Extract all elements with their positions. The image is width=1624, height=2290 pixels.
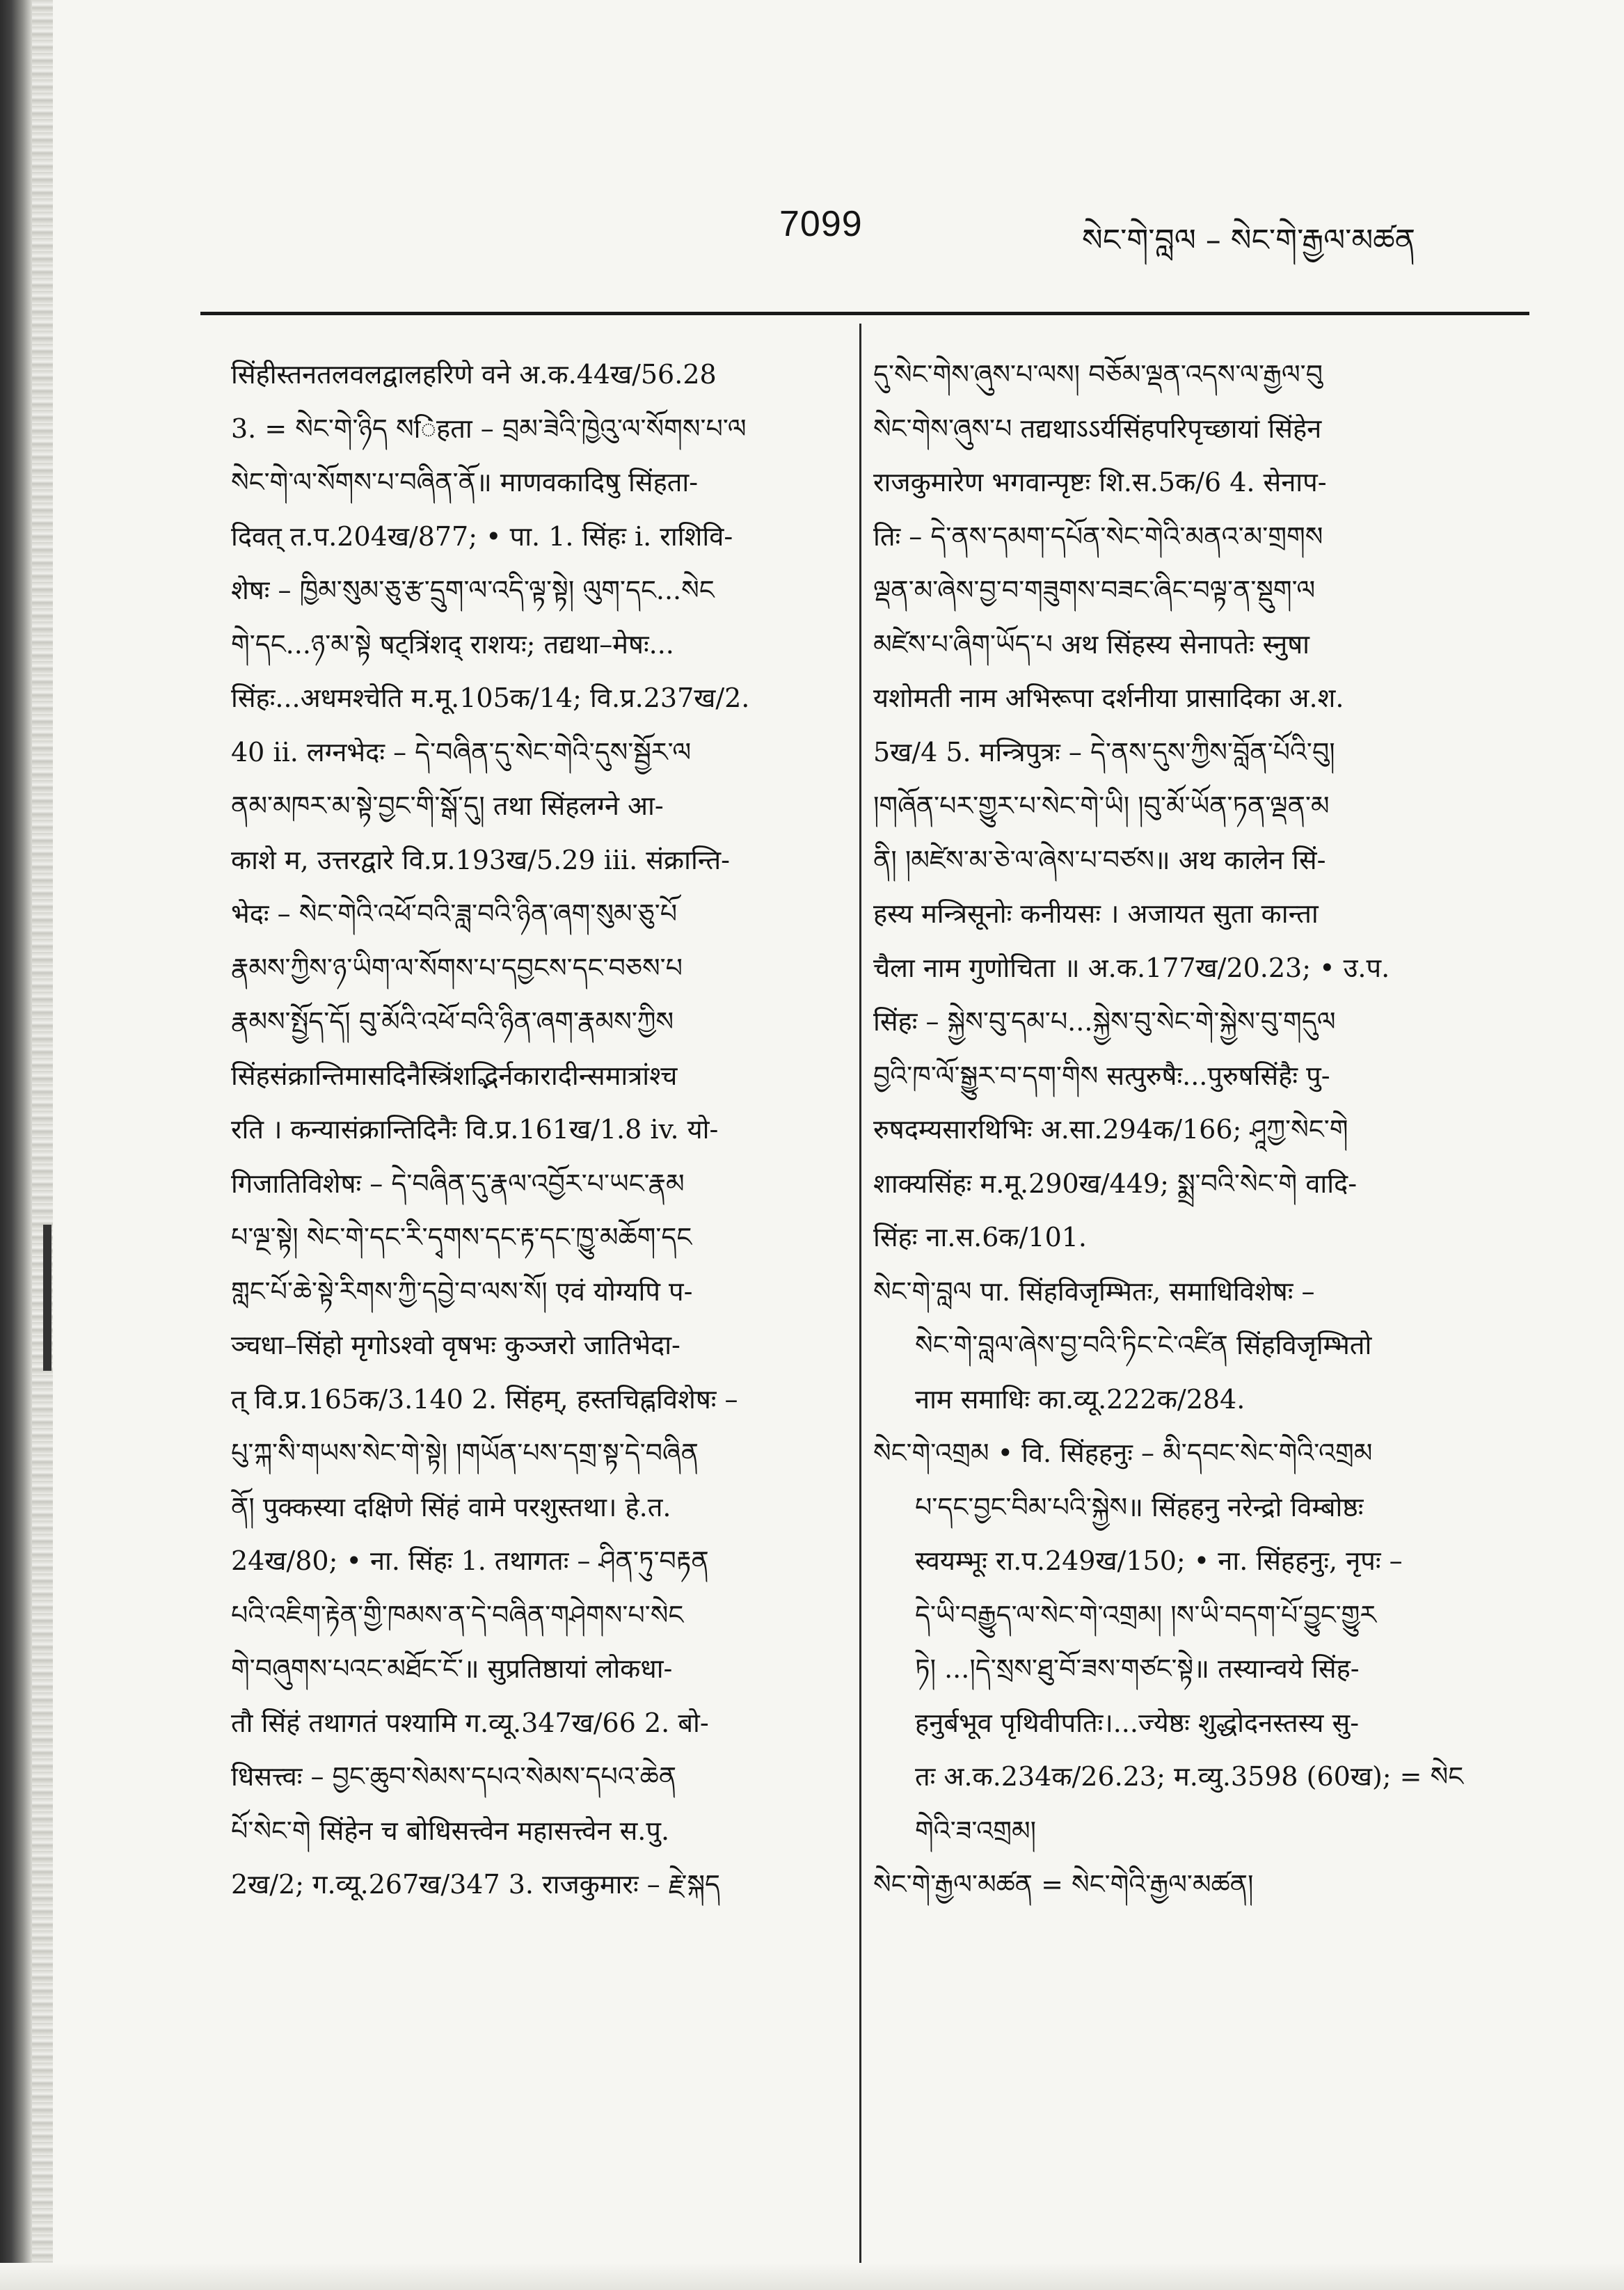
text-line: པ་དང་བྱང་བིམ་པའི་སྐྱེས॥ सिंहहनु नरेन्द्रो विम्बोष्ठः (915, 1491, 1364, 1522)
text-line: गिजातिविशेषः – དེ་བཞིན་དུ་རྣལ་འབྱོར་པ་ཡང་རྣམ (231, 1168, 685, 1199)
text-line: སེང་གེས་ཞུས་པ तद्यथाऽऽर्यसिंहपरिपृच्छायां सिंहेन (873, 413, 1322, 444)
text-line: स्वयम्भूः रा.प.249ख/150; • ना. सिंहहनुः, नृपः – (915, 1545, 1403, 1576)
text-line: तिः – དེ་ནས་དམག་དཔོན་སེང་གེའི་མནའ་མ་གྲགས (873, 520, 1323, 552)
text-line: སེང་གེ་རྒྱལ་མཚན = སེང་གེའི་རྒྱལ་མཚན། (873, 1869, 1254, 1900)
text-line: सिंहः...अधमश्चेति म.मू.105क/14; वि.प्र.237ख/2. (231, 683, 750, 713)
page-edge (32, 0, 53, 2290)
text-line: तः अ.क.234क/26.23; म.व्यु.3598 (60ख); = སེང (915, 1761, 1464, 1792)
text-line: रुषदम्यसारथिभिः अ.सा.294क/166; ཤཱཀྱ་སེང་གེ (873, 1114, 1348, 1145)
text-line: སེང་གེ་ལ་སོགས་པ་བཞིན་ནོ॥ माणवकादिषु सिंहता- (231, 467, 699, 498)
text-line: 40 ii. लग्नभेदः – དེ་བཞིན་དུ་སེང་གེའི་དུས་སྦྱོར་ལ (231, 736, 692, 768)
text-line: सिंहसंक्रान्तिमासदिनैस्त्रिंशद्भिर्नकारादीन्समात्रांश्च (231, 1060, 678, 1091)
text-line: धिसत्त्वः – བྱང་ཆུབ་སེམས་དཔའ་སེམས་དཔའ་ཆེན (231, 1761, 677, 1792)
text-line: པ་ལྔ་སྟེ། སེང་གེ་དང་རི་དྭགས་དང་རྟ་དང་ཁྱུ་མཆོག་དང (231, 1222, 692, 1253)
text-line: ནོ། पुक्कस्या दक्षिणे सिंहं वामे परशुस्तथा। हे.त. (231, 1491, 671, 1522)
text-line: सिंहः – སྐྱེས་བུ་དམ་པ...སྐྱེས་བུ་སེང་གེ་སྐྱེས་བུ་གདུལ (873, 1006, 1336, 1037)
text-line: 5ख/4 5. मन्त्रिपुत्रः – དེ་ནས་དུས་ཀྱིས་བློན་པོའི་བུ། (873, 736, 1335, 768)
text-line: रति । कन्यासंक्रान्तिदिनैः वि.प्र.161ख/1.8 iv. यो- (231, 1114, 719, 1145)
text-line: हनुर्बभूव पृथिवीपतिः।...ज्येष्ठः शुद्धोदनस्तस्य सु- (915, 1707, 1360, 1738)
text-line: 24ख/80; • ना. सिंहः 1. तथागतः – ཤིན་ཏུ་བརྟན (231, 1545, 709, 1576)
text-line: མཛེས་པ་ཞིག་ཡོད་པ अथ सिंहस्य सेनापतेः स्नुषा (873, 628, 1310, 660)
text-line: यशोमती नाम अभिरूपा दर्शनीया प्रासादिका अ.श. (873, 683, 1344, 713)
text-line: सिंहीस्तनतलवलद्वालहरिणे वने अ.क.44ख/56.28 (231, 359, 717, 390)
text-line: རྣམས་སྤྱོད་དོ། བུ་མོའི་འཕོ་བའི་ཉིན་ཞག་རྣམས་ཀྱིས (231, 1006, 674, 1037)
text-line: 3. = སེང་གེ་ཉིད སिंहता – བྲམ་ཟེའི་ཁྱེའུ་ལ་སོགས་པ་ལ (231, 413, 747, 444)
text-line: སེང་གེ་བླལ་ཞེས་བྱ་བའི་ཏིང་ངེ་འཛིན सिंहविजृम्भितो (915, 1330, 1372, 1360)
text-line: ञ्चधा–सिंहो मृगोऽश्वो वृषभः कुञ्जरो जातिभेदा- (231, 1330, 680, 1360)
text-line: པུ་ཀྐ་སི་གཡས་སེང་གེ་སྟེ། །གཡོན་པས་དགྲ་སྟ་དེ་བཞིན (231, 1438, 699, 1468)
text-line: གེའི་ཟ་འགྲམ། (915, 1815, 1037, 1846)
text-line: दिवत् त.प.204ख/877; • पा. 1. सिंहः i. राशिवि- (231, 520, 733, 552)
text-line: हस्य मन्त्रिसूनोः कनीयसः । अजायत सुता कान्ता (873, 898, 1319, 929)
text-line: དེ་ཡི་བརྒྱུད་ལ་སེང་གེ་འགྲམ། །ས་ཡི་བདག་པོ་བྱུང་གྱུར (915, 1599, 1377, 1630)
page-bottom-edge (0, 2263, 1624, 2290)
text-line: པོ་སེང་གེ सिंहेन च बोधिसत्त्वेन महासत्त्वेन स.पु. (231, 1815, 670, 1846)
column-divider (859, 324, 861, 2268)
text-line: བྱའི་ཁ་ལོ་སྒྱུར་བ་དག་གིས सत्पुरुषैः...पुरुषसिंहैः पु- (873, 1060, 1330, 1091)
text-line: भेदः – སེང་གེའི་འཕོ་བའི་ཟླ་བའི་ཉིན་ཞག་སུམ་ཅུ་པོ (231, 898, 678, 929)
text-line: གེ་དང...ཉ་མ་སྟེ षट्त्रिंशद् राशयः; तद्यथा–मेषः... (231, 628, 674, 660)
right-column (873, 348, 1527, 1912)
page-number: 7099 (779, 204, 863, 244)
text-line: གླང་པོ་ཆེ་སྟེ་རིགས་ཀྱི་དབྱེ་བ་ལས་སོ། एवं योग्यपि प- (231, 1275, 693, 1307)
text-line: ནི། །མཛེས་མ་ཅེ་ལ་ཞེས་པ་བཙས॥ अथ कालेन सिं- (873, 844, 1326, 875)
text-line: सिंहः ना.स.6क/101. (873, 1222, 1088, 1253)
text-line: त् वि.प्र.165क/3.140 2. सिंहम्, हस्तचिह्नविशेषः – (231, 1383, 738, 1415)
text-line: नाम समाधिः का.व्यू.222क/284. (915, 1383, 1245, 1415)
text-line: काशे म, उत्तरद्वारे वि.प्र.193ख/5.29 iii. संक्रान्ति- (231, 844, 730, 875)
running-head: སེང་གེ་བླལ – སེང་གེ་རྒྱལ་མཚན (1082, 223, 1415, 258)
text-line: པའི་འཇིག་རྟེན་གྱི་ཁམས་ན་དེ་བཞིན་གཤེགས་པ་སེང (231, 1599, 684, 1630)
text-line: शाक्यसिंहः म.मू.290ख/449; སྨྲ་བའི་སེང་གེ वादि- (873, 1168, 1358, 1199)
text-line: ནམ་མཁར་མ་སྟེ་བྱང་གི་སྒོ་དུ། तथा सिंहलग्ने आ- (231, 790, 664, 821)
book-spine-shadow (0, 0, 32, 2290)
text-line: 2ख/2; ग.व्यू.267ख/347 3. राजकुमारः – རྗེ་སྐད (231, 1869, 721, 1900)
binding-mark (43, 1225, 51, 1371)
text-line: རྣམས་ཀྱིས་ཉ་ཡིག་ལ་སོགས་པ་དབྱངས་དང་བཅས་པ (231, 952, 683, 983)
text-line: གེ་བཞུགས་པའང་མཐོང་ངོ་॥ सुप्रतिष्ठायां लोकधा- (231, 1653, 673, 1684)
text-line: शेषः – ཁྱིམ་སུམ་ཅུ་རྩ་དྲུག་ལ་འདི་ལྟ་སྟེ། ལུག་དང...སེང (231, 575, 715, 605)
left-column (231, 348, 850, 1912)
text-line: ཏེ། ...།དེ་སྲས་ཐུ་བོ་ཟས་གཙང་སྟེ॥ तस्यान्वये सिंह- (915, 1653, 1360, 1684)
text-line: ལྡན་མ་ཞེས་བྱ་བ་གཟུགས་བཟང་ཞིང་བལྟ་ན་སྡུག་ལ (873, 575, 1316, 605)
text-line: །གཞོན་པར་གྱུར་པ་སེང་གེ་ཡི། །བུ་མོ་ཡོན་ཏན་ལྡན་མ (873, 790, 1330, 821)
text-line: སེང་གེ་འགྲམ • वि. सिंहहनुः – མི་དབང་སེང་གེའི་འགྲམ (873, 1438, 1373, 1468)
text-line: དུ་སེང་གེས་ཞུས་པ་ལས། བཅོམ་ལྡན་འདས་ལ་རྒྱལ་བུ (873, 359, 1323, 390)
text-line: तौ सिंहं तथागतं पश्यामि ग.व्यू.347ख/66 2. बो- (231, 1707, 709, 1738)
text-line: སེང་གེ་བླལ पा. सिंहविजृम्भितः, समाधिविशेषः – (873, 1275, 1315, 1307)
header-rule (200, 312, 1529, 315)
text-line: राजकुमारेण भगवान्पृष्टः शि.स.5क/6 4. सेनाप- (873, 467, 1327, 498)
text-line: चैला नाम गुणोचिता ॥ अ.क.177ख/20.23; • उ.प. (873, 952, 1390, 983)
